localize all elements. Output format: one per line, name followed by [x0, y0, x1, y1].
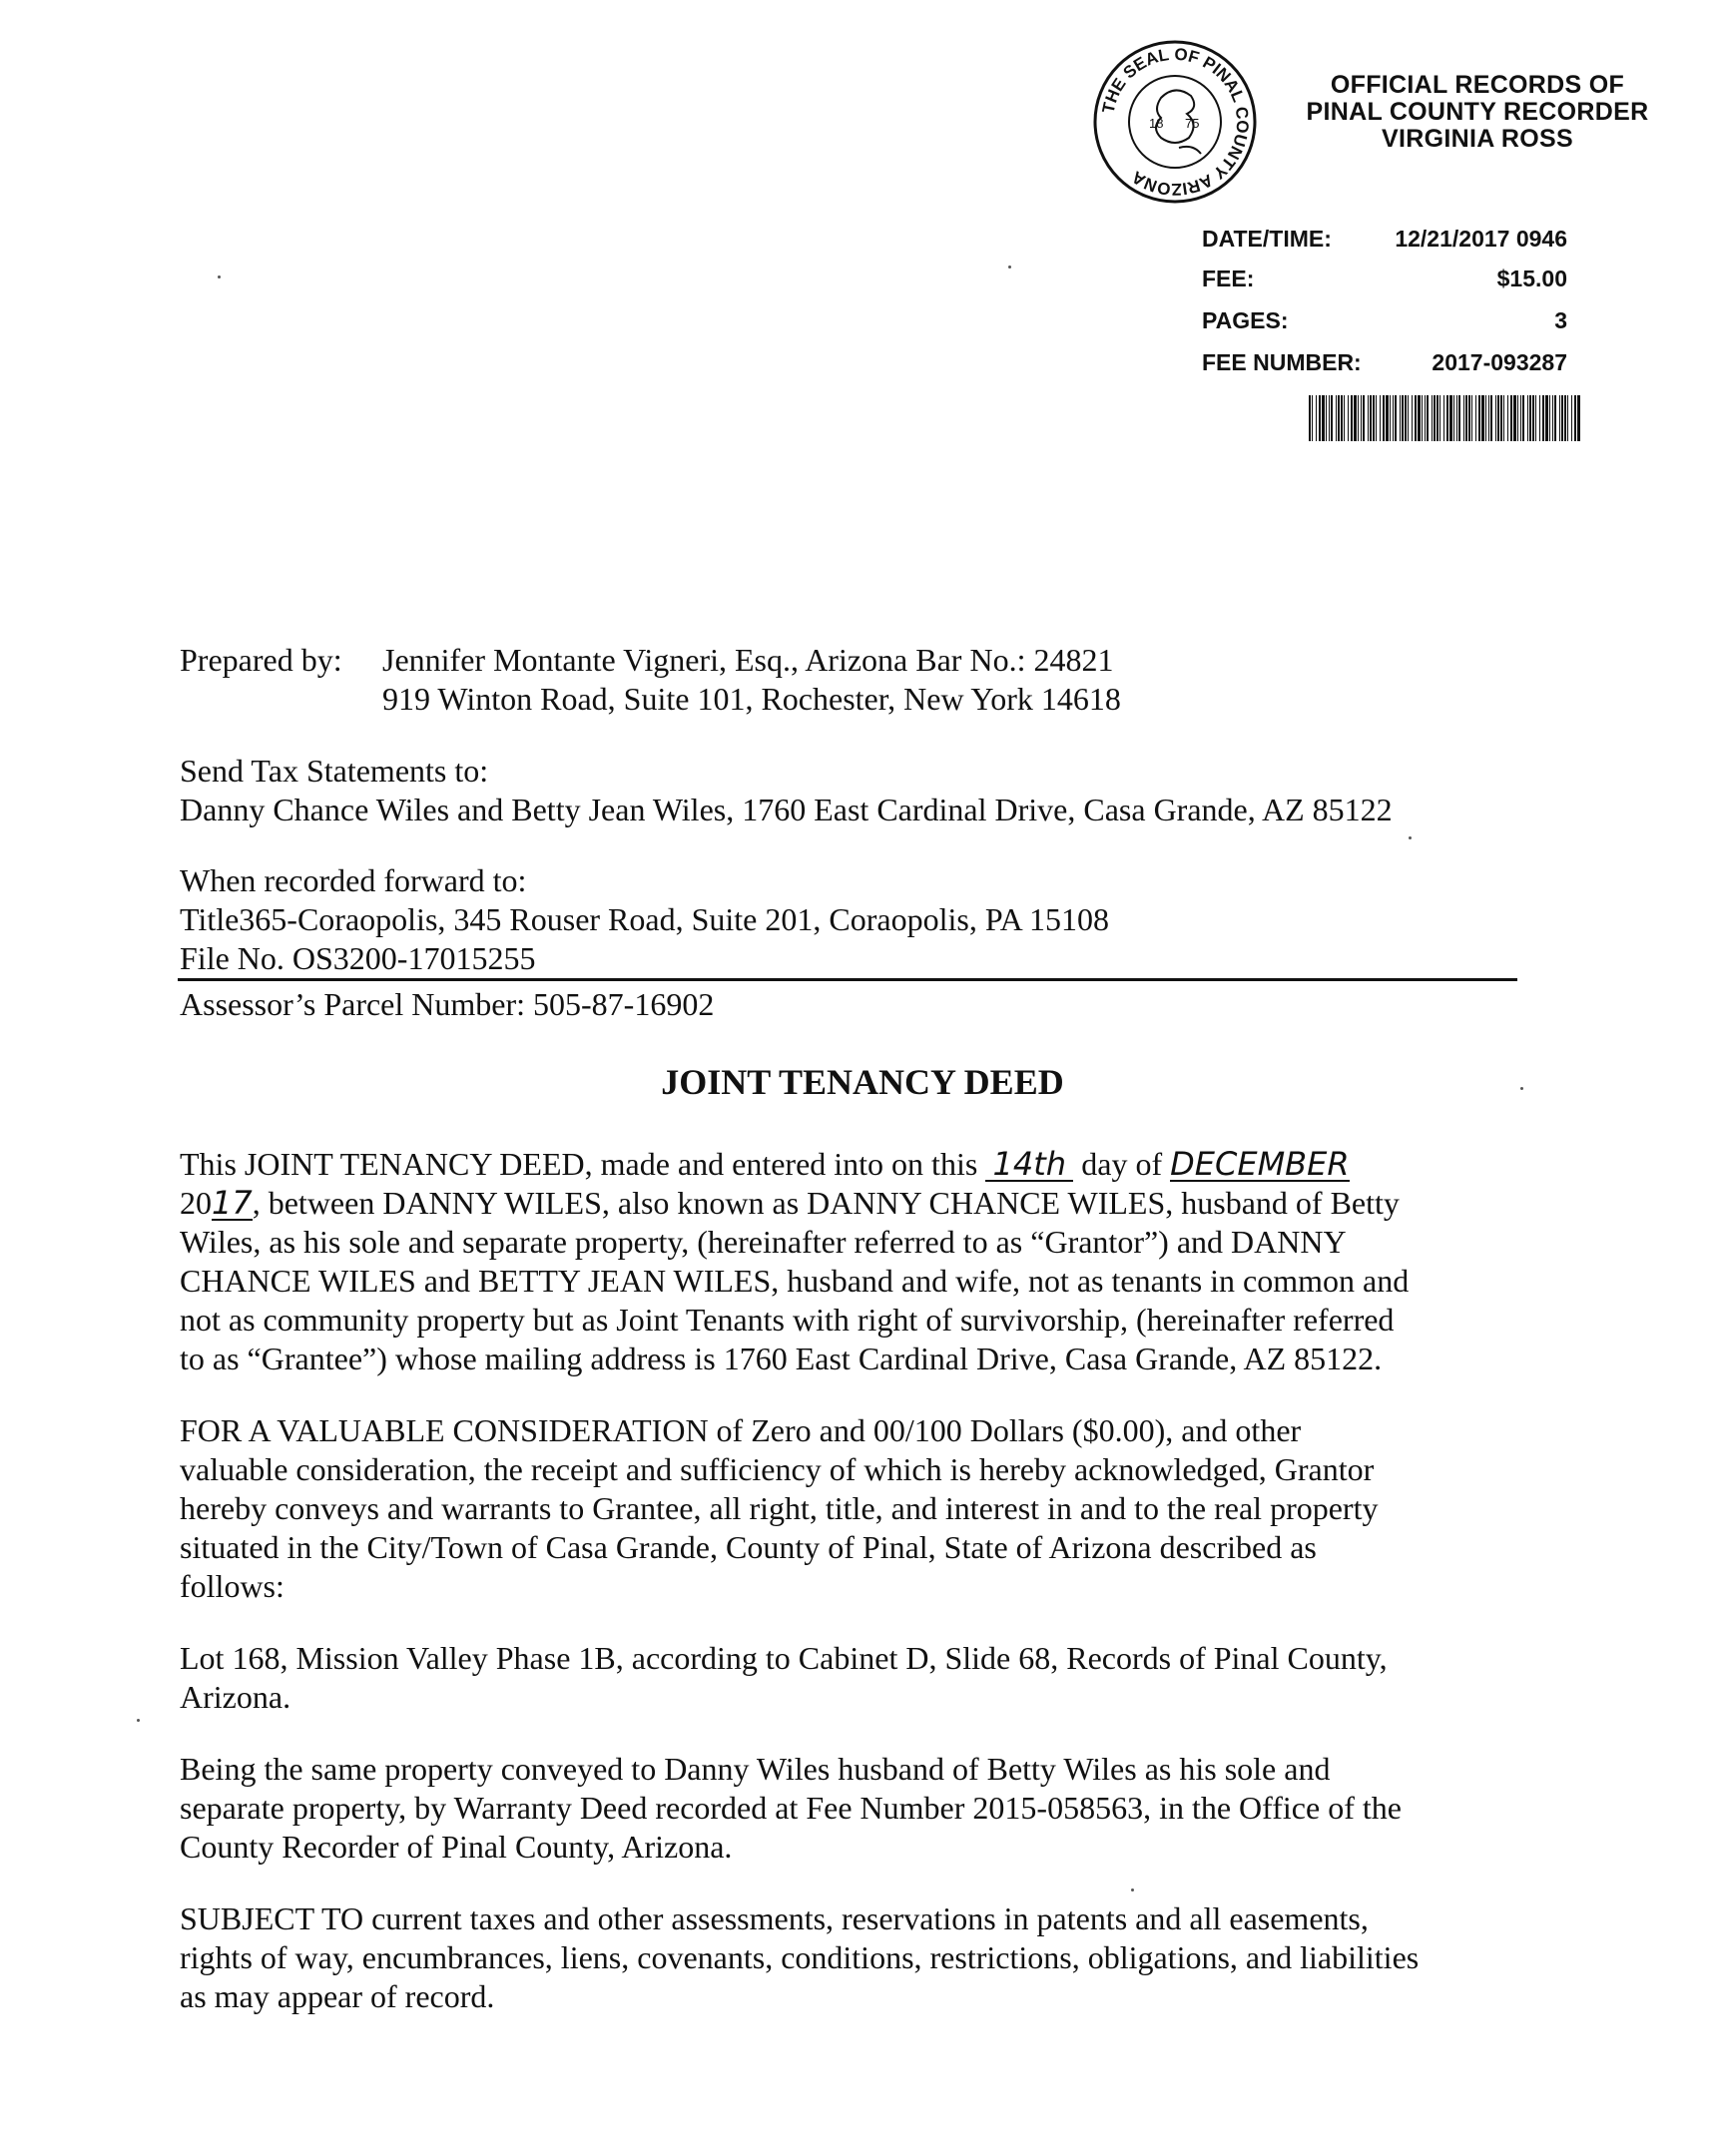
- barcode-bar: [1535, 395, 1536, 441]
- scan-speck: [1008, 266, 1011, 269]
- recording-fee-label: FEE:: [1202, 266, 1255, 291]
- legal-description-line-1: Lot 168, Mission Valley Phase 1B, according to Cabinet D, Slide 68, Records of Pinal County,: [180, 1640, 1388, 1676]
- barcode-bar: [1361, 395, 1362, 441]
- tax-statements-address: Danny Chance Wiles and Betty Jean Wiles, 1760 East Cardinal Drive, Casa Grande, AZ 85122: [180, 792, 1393, 827]
- barcode-bar: [1485, 395, 1486, 441]
- handwritten-day: 14th: [985, 1148, 1073, 1182]
- barcode-bar: [1336, 395, 1337, 441]
- barcode-bar: [1475, 395, 1476, 441]
- barcode-bar: [1529, 395, 1531, 441]
- barcode-bar: [1449, 395, 1452, 441]
- barcode-bar: [1408, 395, 1409, 441]
- barcode-bar: [1507, 395, 1508, 441]
- intro-line-1: [180, 1144, 1350, 1184]
- barcode-bar: [1478, 395, 1480, 441]
- legal-description-line-2: Arizona.: [180, 1679, 291, 1715]
- barcode-bar: [1376, 395, 1377, 441]
- barcode-bar: [1453, 395, 1454, 441]
- barcode-bar: [1552, 395, 1553, 441]
- seal-year-left: 18: [1149, 116, 1164, 131]
- prior-conveyance-line-1: Being the same property conveyed to Danny Wiles husband of Betty Wiles as his sole and: [180, 1751, 1331, 1787]
- recorded-forward-address: Title365-Coraopolis, 345 Rouser Road, Suite 201, Coraopolis, PA 15108: [180, 901, 1110, 937]
- section-divider: [178, 978, 1517, 981]
- scan-speck: [1409, 836, 1412, 839]
- barcode-bar: [1326, 395, 1327, 441]
- recording-fee-number-value: 2017-093287: [1432, 349, 1567, 375]
- consideration-line-2: valuable consideration, the receipt and sufficiency of which is hereby acknowledged, Grantor: [180, 1451, 1375, 1487]
- recorder-heading-line1: OFFICIAL RECORDS OF: [1330, 71, 1625, 99]
- tax-statements-label: Send Tax Statements to:: [180, 753, 489, 789]
- barcode-bar: [1503, 395, 1504, 441]
- barcode-bar: [1554, 395, 1556, 441]
- barcode-bar: [1373, 395, 1375, 441]
- scan-speck: [1520, 1087, 1523, 1090]
- recording-pages-value: 3: [1554, 307, 1567, 333]
- barcode-bar: [1432, 395, 1433, 441]
- intro-line-6: to as “Grantee”) whose mailing address is 1760 East Cardinal Drive, Casa Grande, AZ 85122.: [180, 1341, 1383, 1376]
- barcode-bar: [1415, 395, 1417, 441]
- barcode-bar: [1370, 395, 1372, 441]
- barcode-bar: [1338, 395, 1340, 441]
- barcode-bar: [1400, 395, 1401, 441]
- barcode-bar: [1383, 395, 1385, 441]
- barcode-bar: [1471, 395, 1472, 441]
- barcode-bar: [1309, 395, 1311, 441]
- barcode-bar: [1390, 395, 1391, 441]
- barcode-bar: [1351, 395, 1353, 441]
- barcode-bar: [1567, 395, 1568, 441]
- subject-to-line-2: rights of way, encumbrances, liens, covenants, conditions, restrictions, obligations, and liabilities: [180, 1939, 1420, 1975]
- intro-text-1: This JOINT TENANCY DEED, made and entered into on this: [180, 1146, 978, 1182]
- subject-to-line-3: as may appear of record.: [180, 1978, 495, 2014]
- prepared-by-line2: 919 Winton Road, Suite 101, Rochester, New York 14618: [382, 681, 1121, 717]
- recording-pages-label: PAGES:: [1202, 307, 1289, 333]
- consideration-line-1: FOR A VALUABLE CONSIDERATION of Zero and 00/100 Dollars ($0.00), and other: [180, 1412, 1302, 1448]
- barcode-bar: [1368, 395, 1369, 441]
- recording-datetime-value: 12/21/2017 0946: [1395, 226, 1567, 252]
- intro-line-5: not as community property but as Joint Tenants with right of survivorship, (hereinafter referred: [180, 1302, 1395, 1338]
- handwritten-year: 17: [212, 1184, 253, 1222]
- barcode-icon: [1309, 395, 1580, 441]
- deed-title: JOINT TENANCY DEED: [661, 1062, 1064, 1102]
- barcode-bar: [1527, 395, 1528, 441]
- svg-text:THE SEAL OF PINAL COUNTY ARIZO: [1099, 45, 1253, 199]
- prior-conveyance-line-3: County Recorder of Pinal County, Arizona.: [180, 1829, 733, 1865]
- barcode-bar: [1561, 395, 1563, 441]
- barcode-bar: [1319, 395, 1321, 441]
- barcode-bar: [1559, 395, 1560, 441]
- barcode-bar: [1545, 395, 1548, 441]
- recorded-forward-label: When recorded forward to:: [180, 862, 527, 898]
- barcode-bar: [1458, 395, 1460, 441]
- barcode-bar: [1344, 395, 1345, 441]
- barcode-bar: [1571, 395, 1572, 441]
- barcode-bar: [1520, 395, 1521, 441]
- scan-speck: [1131, 1888, 1134, 1891]
- barcode-bar: [1446, 395, 1448, 441]
- barcode-bar: [1465, 395, 1467, 441]
- prior-conveyance-line-2: separate property, by Warranty Deed recorded at Fee Number 2015-058563, in the Office of the: [180, 1790, 1402, 1826]
- handwritten-month: DECEMBER: [1170, 1145, 1350, 1183]
- barcode-bar: [1542, 395, 1544, 441]
- barcode-bar: [1363, 395, 1365, 441]
- barcode-bar: [1427, 395, 1429, 441]
- barcode-bar: [1463, 395, 1464, 441]
- barcode-bar: [1405, 395, 1407, 441]
- barcode-bar: [1437, 395, 1438, 441]
- barcode-bar: [1549, 395, 1550, 441]
- barcode-bar: [1490, 395, 1492, 441]
- barcode-bar: [1348, 395, 1349, 441]
- consideration-line-3: hereby conveys and warrants to Grantee, all right, title, and interest in and to the real property: [180, 1490, 1379, 1526]
- assessor-parcel-number: Assessor’s Parcel Number: 505-87-16902: [180, 986, 715, 1022]
- recorder-heading: [1268, 72, 1687, 153]
- barcode-bar: [1422, 395, 1423, 441]
- barcode-bar: [1574, 395, 1576, 441]
- recording-datetime-label: DATE/TIME:: [1202, 226, 1332, 252]
- barcode-bar: [1456, 395, 1457, 441]
- barcode-bar: [1393, 395, 1394, 441]
- intro-text-3: , between DANNY WILES, also known as DANNY CHANCE WILES, husband of Betty: [252, 1185, 1400, 1221]
- consideration-line-4: situated in the City/Town of Casa Grande, County of Pinal, State of Arizona described as: [180, 1529, 1317, 1565]
- barcode-bar: [1434, 395, 1436, 441]
- intro-text-2: day of: [1081, 1146, 1163, 1182]
- recorder-heading-line2: PINAL COUNTY RECORDER: [1306, 98, 1649, 126]
- barcode-bar: [1412, 395, 1413, 441]
- seal-text: THE SEAL OF PINAL COUNTY ARIZONA: [1098, 44, 1253, 200]
- file-number: File No. OS3200-17015255: [180, 940, 536, 976]
- barcode-bar: [1510, 395, 1512, 441]
- intro-line-2: [180, 1183, 1400, 1223]
- recorder-heading-line3: VIRGINIA ROSS: [1382, 125, 1573, 153]
- recording-fee-number-label: FEE NUMBER:: [1202, 349, 1362, 375]
- barcode-bar: [1564, 395, 1566, 441]
- barcode-bar: [1329, 395, 1330, 441]
- barcode-bar: [1354, 395, 1357, 441]
- barcode-bar: [1577, 395, 1580, 441]
- barcode-bar: [1488, 395, 1489, 441]
- intro-line-4: CHANCE WILES and BETTY JEAN WILES, husband and wife, not as tenants in common and: [180, 1263, 1410, 1299]
- prepared-by-label: Prepared by:: [180, 642, 342, 678]
- barcode-bar: [1331, 395, 1333, 441]
- recording-fee-value: $15.00: [1496, 266, 1567, 291]
- barcode-bar: [1517, 395, 1518, 441]
- barcode-bar: [1402, 395, 1404, 441]
- prepared-by-line1: Jennifer Montante Vigneri, Esq., Arizona Bar No.: 24821: [382, 642, 1114, 678]
- year-prefix: 20: [180, 1185, 212, 1221]
- barcode-bar: [1500, 395, 1502, 441]
- barcode-bar: [1380, 395, 1381, 441]
- county-seal-icon: [1091, 38, 1259, 206]
- barcode-bar: [1439, 395, 1440, 441]
- intro-line-3: Wiles, as his sole and separate property, (hereinafter referred to as “Grantor”) and DANNY: [180, 1224, 1347, 1260]
- barcode-bar: [1312, 395, 1313, 441]
- subject-to-line-1: SUBJECT TO current taxes and other assessments, reservations in patents and all easements,: [180, 1900, 1369, 1936]
- barcode-bar: [1532, 395, 1534, 441]
- barcode-bar: [1513, 395, 1516, 441]
- scan-speck: [218, 275, 221, 278]
- scan-speck: [137, 1719, 140, 1722]
- barcode-bar: [1497, 395, 1499, 441]
- barcode-bar: [1386, 395, 1389, 441]
- barcode-bar: [1395, 395, 1397, 441]
- barcode-bar: [1443, 395, 1444, 441]
- barcode-bar: [1341, 395, 1343, 441]
- barcode-bar: [1481, 395, 1484, 441]
- barcode-bar: [1425, 395, 1426, 441]
- barcode-bar: [1468, 395, 1470, 441]
- barcode-bar: [1358, 395, 1359, 441]
- barcode-bar: [1322, 395, 1325, 441]
- barcode-bar: [1495, 395, 1496, 441]
- barcode-bar: [1418, 395, 1421, 441]
- seal-year-right: 75: [1185, 116, 1200, 131]
- barcode-bar: [1316, 395, 1317, 441]
- barcode-bar: [1522, 395, 1524, 441]
- consideration-line-5: follows:: [180, 1568, 285, 1604]
- barcode-bar: [1539, 395, 1540, 441]
